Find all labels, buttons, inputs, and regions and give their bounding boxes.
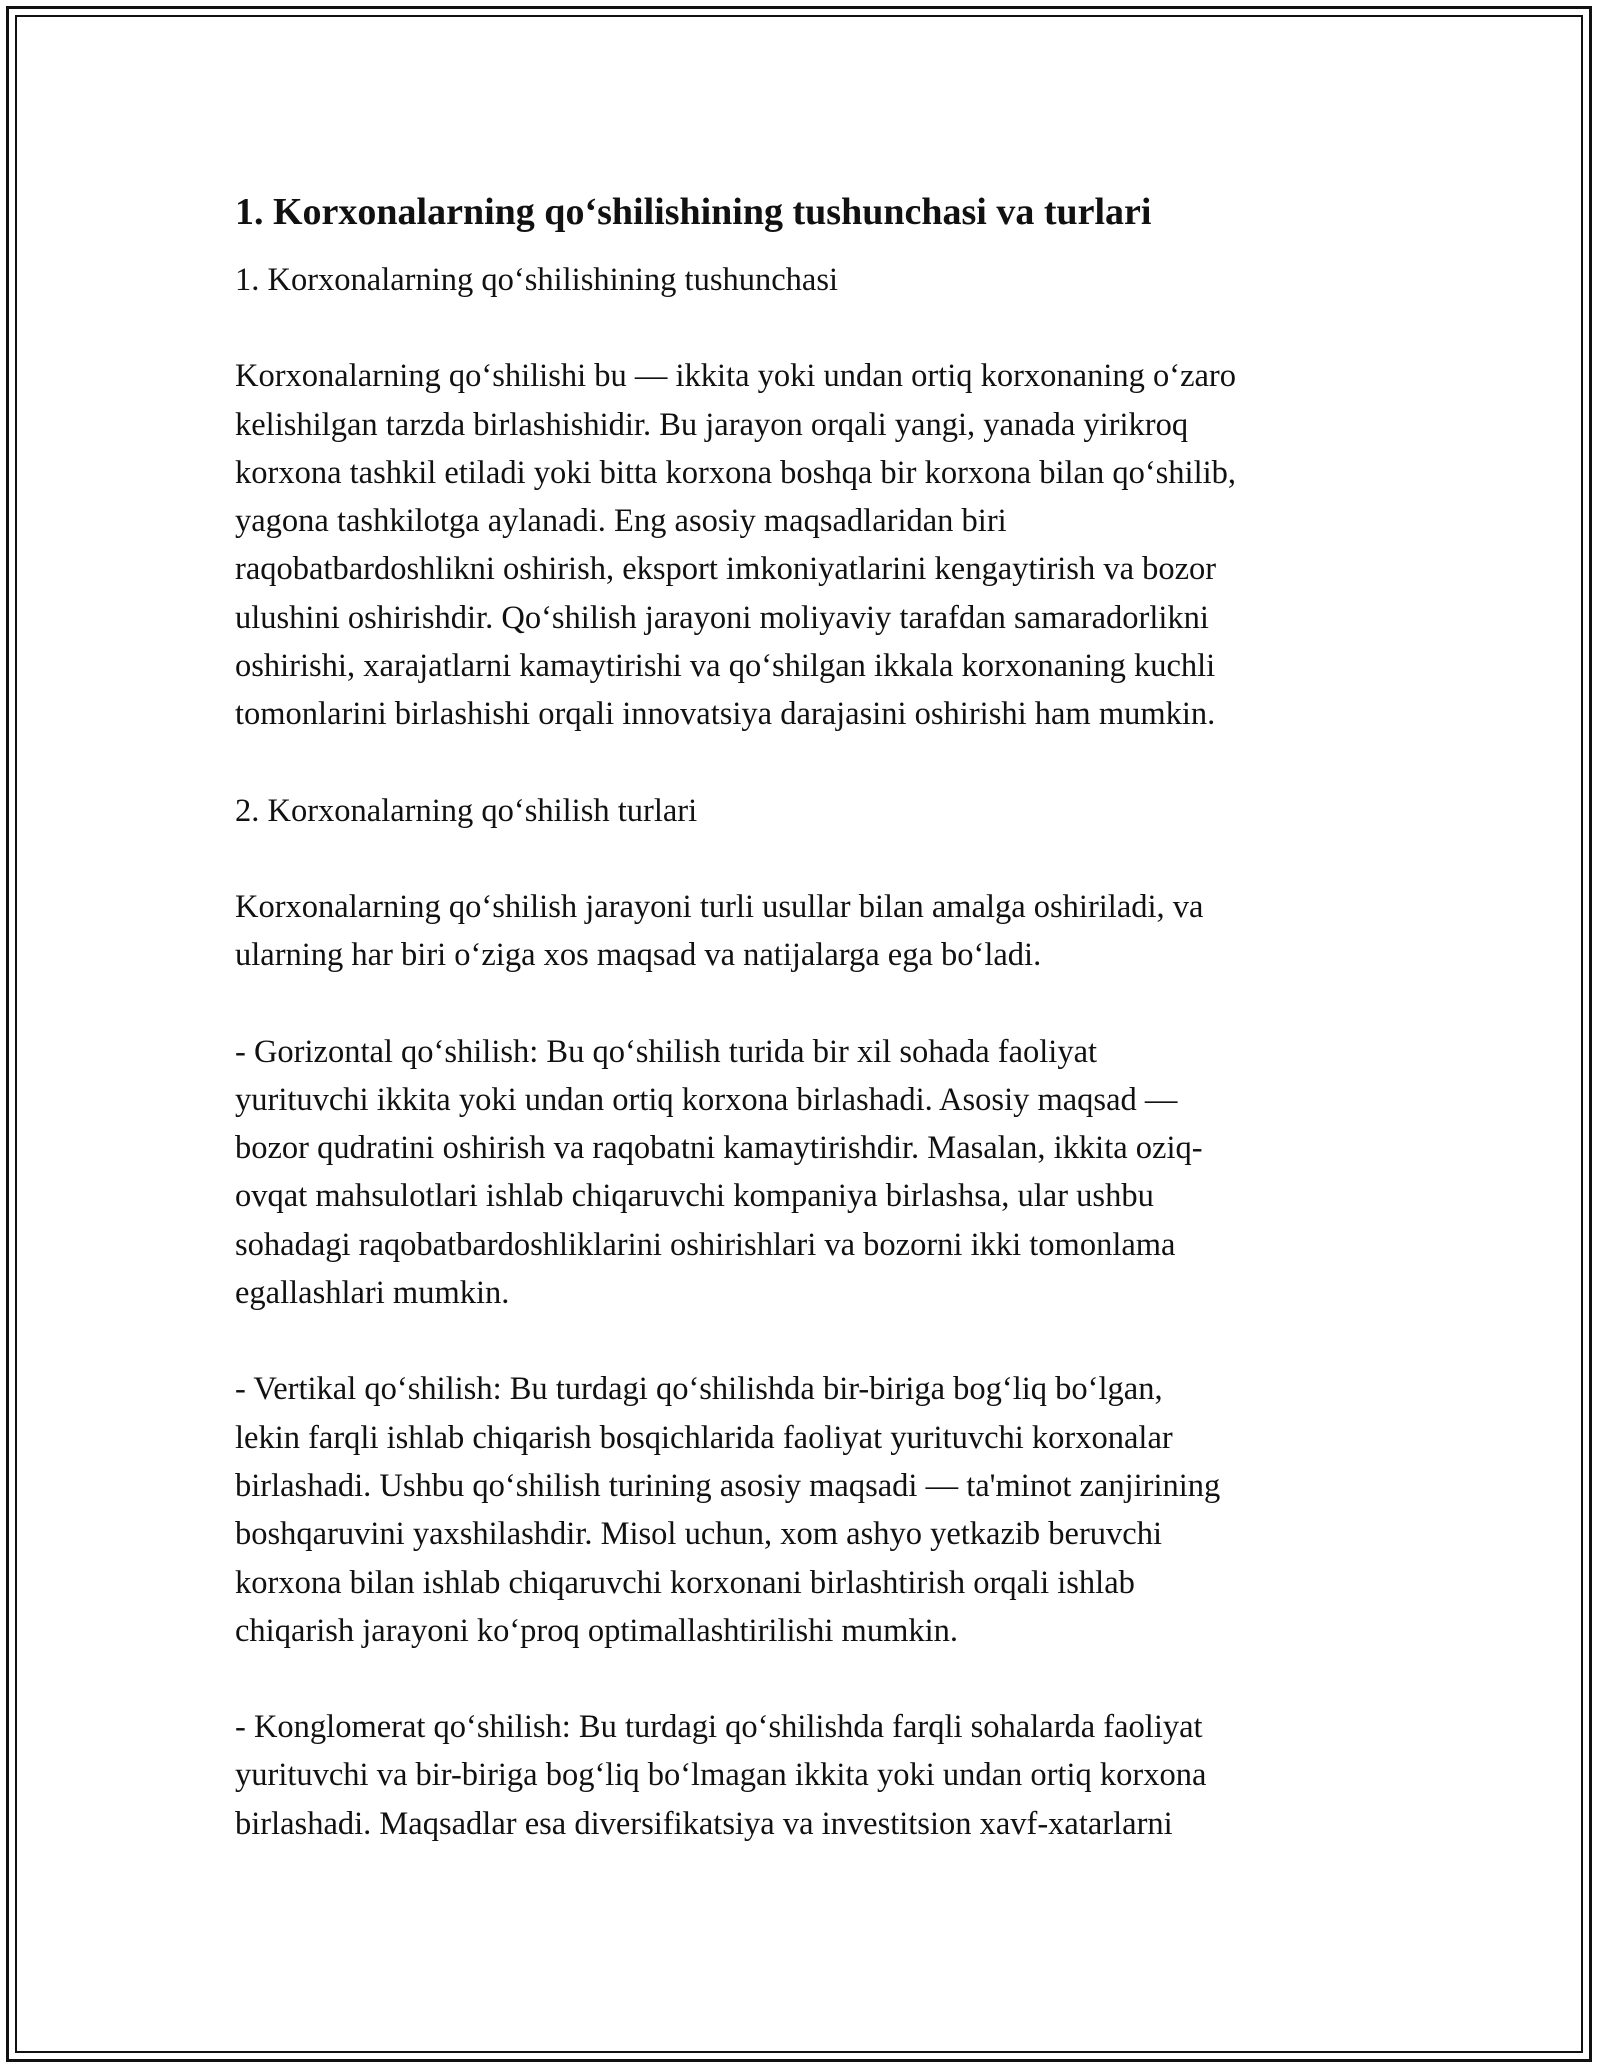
text-line: boshqaruvini yaxshilashdir. Misol uchun, xom ashyo yetkazib beruvchi: [235, 1516, 1163, 1553]
document-body: [235, 188, 1370, 1896]
text-line: Korxonalarning qo‘shilish jarayoni turli usullar bilan amalga oshiriladi, va: [235, 888, 1204, 925]
text-line: - Vertikal qo‘shilish: Bu turdagi qo‘shilishda bir-biriga bog‘liq bo‘lgan,: [235, 1371, 1163, 1408]
text-line: sohadagi raqobatbardoshliklarini oshirishlari va bozorni ikki tomonlama: [235, 1226, 1176, 1263]
section-2-heading: 2. Korxonalarning qo‘shilish turlari: [235, 792, 698, 829]
text-line: yurituvchi ikkita yoki undan ortiq korxona birlashadi. Asosiy maqsad —: [235, 1081, 1178, 1118]
text-line: - Konglomerat qo‘shilish: Bu turdagi qo‘shilishda farqli sohalarda faoliyat: [235, 1709, 1203, 1746]
section-1-heading: 1. Korxonalarning qo‘shilishining tushunchasi: [235, 262, 838, 298]
text-line: - Gorizontal qo‘shilish: Bu qo‘shilish turida bir xil sohada faoliyat: [235, 1033, 1098, 1070]
text-line: ovqat mahsulotlari ishlab chiqaruvchi kompaniya birlashsa, ular ushbu: [235, 1178, 1154, 1215]
text-line: tomonlarini birlashishi orqali innovatsiya darajasini oshirishi ham mumkin.: [235, 696, 1216, 733]
section-1-paragraph: [235, 352, 1370, 738]
text-line: yurituvchi va bir-biriga bog‘liq bo‘lmagan ikkita yoki undan ortiq korxona: [235, 1757, 1207, 1794]
horizontal-merger-paragraph: [235, 1028, 1370, 1318]
text-line: oshirishi, xarajatlarni kamaytirishi va qo‘shilgan ikkala korxonaning kuchli: [235, 648, 1216, 685]
text-line: bozor qudratini oshirish va raqobatni kamaytirishdir. Masalan, ikkita oziq-: [235, 1130, 1203, 1167]
text-line: birlashadi. Maqsadlar esa diversifikatsiya va investitsion xavf-xatarlarni: [235, 1805, 1173, 1842]
section-2-intro-paragraph: [235, 883, 1370, 980]
text-line: korxona tashkil etiladi yoki bitta korxona boshqa bir korxona bilan qo‘shilib,: [235, 454, 1237, 491]
vertical-merger-paragraph: [235, 1365, 1370, 1655]
text-line: yagona tashkilotga aylanadi. Eng asosiy maqsadlaridan biri: [235, 503, 1007, 540]
text-line: chiqarish jarayoni ko‘proq optimallashtirilishi mumkin.: [235, 1612, 959, 1649]
text-line: ulushini oshirishdir. Qo‘shilish jarayoni moliyaviy tarafdan samaradorlikni: [235, 599, 1209, 636]
text-line: korxona bilan ishlab chiqaruvchi korxonani birlashtirish orqali ishlab: [235, 1564, 1135, 1601]
text-line: egallashlari mumkin.: [235, 1275, 510, 1312]
conglomerate-merger-paragraph: [235, 1703, 1370, 1848]
text-line: raqobatbardoshlikni oshirish, eksport imkoniyatlarini kengaytirish va bozor: [235, 551, 1217, 588]
text-line: kelishilgan tarzda birlashishidir. Bu jarayon orqali yangi, yanada yirikroq: [235, 406, 1189, 443]
document-title: 1. Korxonalarning qo‘shilishining tushunchasi va turlari: [235, 191, 1152, 233]
text-line: birlashadi. Ushbu qo‘shilish turining asosiy maqsadi — ta'minot zanjirining: [235, 1467, 1221, 1504]
text-line: lekin farqli ishlab chiqarish bosqichlarida faoliyat yurituvchi korxonalar: [235, 1419, 1173, 1456]
text-line: Korxonalarning qo‘shilishi bu — ikkita yoki undan ortiq korxonaning o‘zaro: [235, 358, 1237, 395]
text-line: ularning har biri o‘ziga xos maqsad va natijalarga ega bo‘ladi.: [235, 937, 1042, 974]
